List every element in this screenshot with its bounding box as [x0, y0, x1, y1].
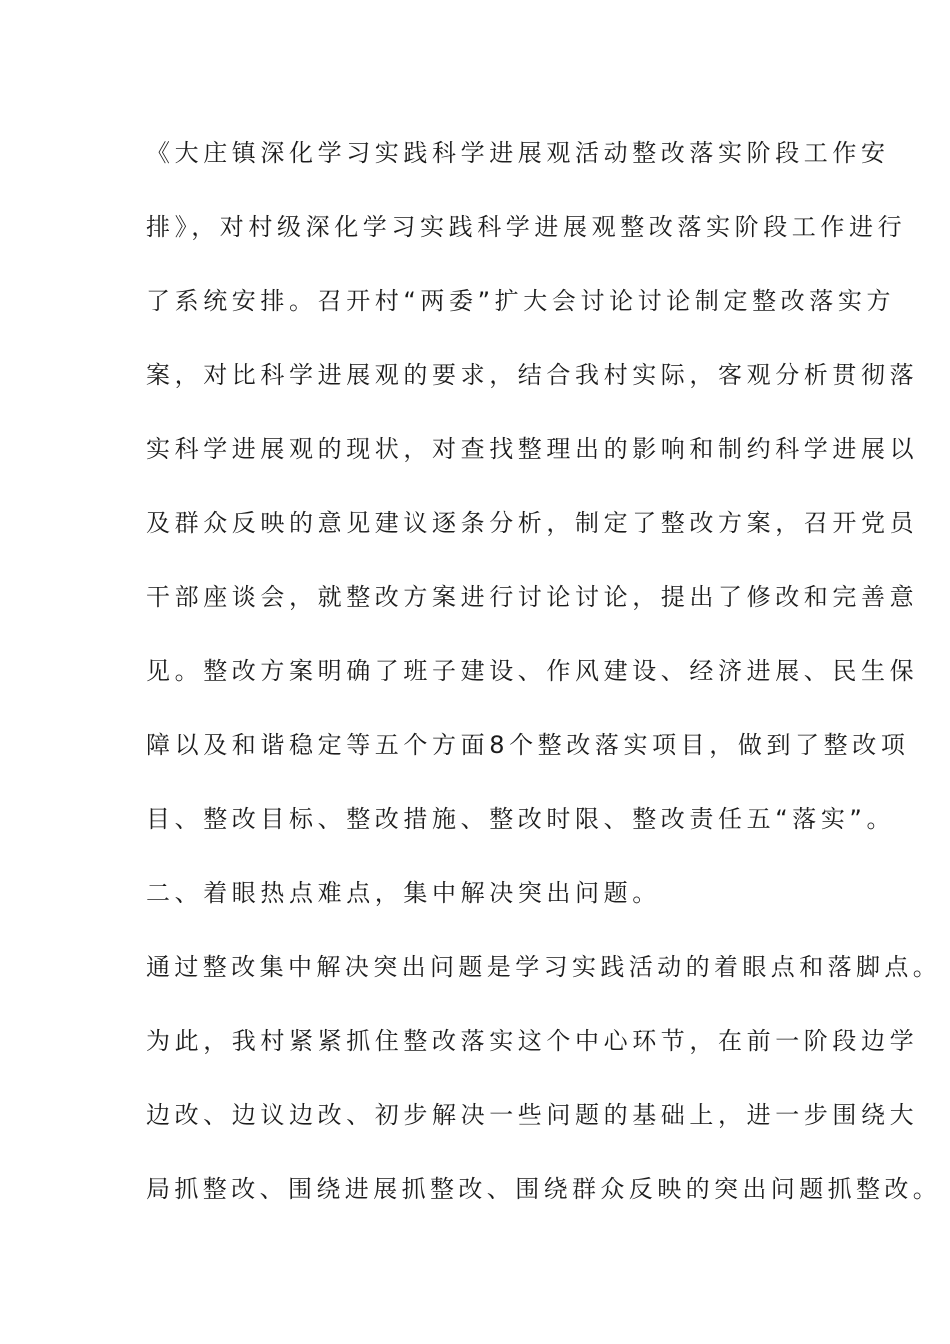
text-line: 《大庄镇深化学习实践科学进展观活动整改落实阶段工作安 [146, 139, 890, 167]
section-heading: 二、着眼热点难点，集中解决突出问题。 [146, 879, 661, 907]
text-line: 边改、边议边改、初步解决一些问题的基础上，进一步围绕大 [146, 1101, 919, 1129]
text-line: 干部座谈会，就整改方案进行讨论讨论，提出了修改和完善意 [146, 583, 919, 611]
text-line: 通过整改集中解决突出问题是学习实践活动的着眼点和落脚点。 [146, 953, 942, 981]
text-line: 了系统安排。召开村“两委”扩大会讨论讨论制定整改落实方 [146, 287, 896, 315]
text-line: 局抓整改、围绕进展抓整改、围绕群众反映的突出问题抓整改。 [146, 1175, 942, 1203]
text-line: 及群众反映的意见建议逐条分析，制定了整改方案，召开党员 [146, 509, 919, 537]
text-line: 障以及和谐稳定等五个方面8个整改落实项目，做到了整改项 [146, 731, 910, 759]
text-line: 案，对比科学进展观的要求，结合我村实际，客观分析贯彻落 [146, 361, 919, 389]
text-line: 见。整改方案明确了班子建设、作风建设、经济进展、民生保 [146, 657, 919, 685]
text-line: 排》，对村级深化学习实践科学进展观整改落实阶段工作进行 [146, 213, 907, 241]
text-line: 实科学进展观的现状，对查找整理出的影响和制约科学进展以 [146, 435, 919, 463]
text-line: 目、整改目标、整改措施、整改时限、整改责任五“落实”。 [146, 805, 896, 833]
text-line: 为此，我村紧紧抓住整改落实这个中心环节，在前一阶段边学 [146, 1027, 919, 1055]
